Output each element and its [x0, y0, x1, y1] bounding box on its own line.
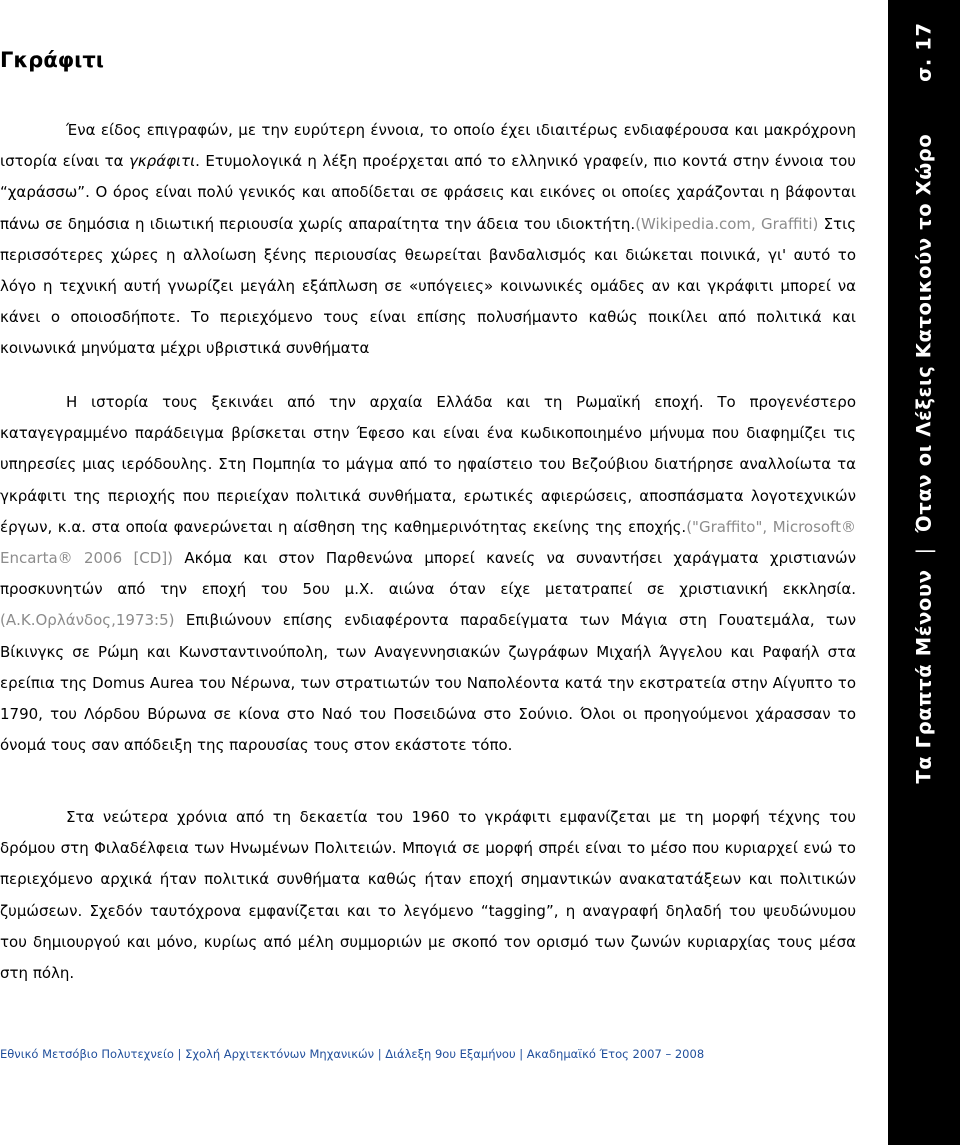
citation-orlandos: (Α.Κ.Ορλάνδος,1973:5)	[0, 611, 175, 630]
paragraph-intro	[0, 115, 856, 365]
paragraph-text: . Ετυμολογικά η λέξη προέρχεται από το ελληνικό γραφείν, πιο κοντά στην έννοια του “χαράσσω”. Ο όρος είναι πολύ γενικός και αποδίδεται σε φράσεις και εικόνες οι οποίες χαράζονται η βάφονται πάνω σε δημόσια η ιδιωτική περιουσία χωρίς απαραίτητα την άδεια του ιδιοκτήτη.	[0, 152, 856, 233]
sidebar-subtitle: Όταν οι Λέξεις Κατοικούν το Χώρο	[912, 133, 936, 533]
paragraph-modern	[0, 802, 856, 989]
sidebar-title: Τα Γραπτά Μένουν	[912, 569, 936, 784]
italic-term: γκράφιτι	[128, 152, 196, 171]
citation-wikipedia: (Wikipedia.com, Graffiti)	[635, 214, 819, 233]
page-footer: Εθνικό Μετσόβιο Πολυτεχνείο | Σχολή Αρχιτεκτόνων Μηχανικών | Διάλεξη 9ου Εξαμήνου | Ακαδημαϊκό Έτος 2007 – 2008	[0, 1047, 705, 1061]
citation-encarta: ("Graffito", Microsoft® Encarta® 2006 [CD])	[0, 517, 856, 568]
sidebar-heading	[913, 22, 936, 783]
sidebar-separator: |	[912, 547, 936, 555]
paragraph-text: Στις περισσότερες χώρες η αλλοίωση ξένης περιουσίας θεωρείται βανδαλισμός και διώκεται ποινικά, γι' αυτό το λόγο η τεχνική αυτή γνωρίζει μεγάλη εξάπλωση σε «υπόγειες» κοινωνικές ομάδες αν και γκράφιτι μπορεί να κάνει ο οποιοσδήποτε. Το περιεχόμενο τους είναι επίσης πολυσήμαντο καθώς ποικίλει από πολιτικά και κοινωνικά μηνύματα μέχρι υβριστικά συνθήματα	[0, 214, 856, 358]
paragraph-text: Ένα είδος επιγραφών, με την ευρύτερη έννοια, το οποίο έχει ιδιαιτέρως ενδιαφέρουσα και μακρόχρονη ιστορία είναι τα	[0, 121, 856, 171]
page-number: σ. 17	[912, 22, 936, 82]
paragraph-text: Στα νεώτερα χρόνια από τη δεκαετία του 1960 το γκράφιτι εμφανίζεται με τη μορφή τέχνης του δρόμου στη Φιλαδέλφεια των Ηνωμένων Πολιτειών. Μπογιά σε μορφή σπρέι είναι το μέσο που κυριαρχεί ενώ το περιεχόμενο αρχικά ήταν πολιτικά συνθήματα καθώς ήταν εποχή σημαντικών ανακατατάξεων και πολιτικών ζυμώσεων. Σχεδόν ταυτόχρονα εμφανίζεται και το λεγόμενο “tagging”, η αναγραφή δηλαδή του ψευδώνυμου του δημιουργού και μόνο, κυρίως από μέλη συμμοριών με σκοπό τον ορισμό των ζωνών κυριαρχίας τους μέσα στη πόλη.	[0, 808, 856, 983]
paragraph-text: Ακόμα και στον Παρθενώνα μπορεί κανείς να συναντήσει χαράγματα χριστιανών προσκυνητών από την εποχή του 5ου μ.Χ. αιώνα όταν είχε μετατραπεί σε χριστιανική εκκλησία.	[0, 549, 856, 599]
paragraph-text: Η ιστορία τους ξεκινάει από την αρχαία Ελλάδα και τη Ρωμαϊκή εποχή. Το προγενέστερο καταγεγραμμένο παράδειγμα βρίσκεται στην Έφεσο και είναι ένα κωδικοποιημένο μήνυμα που διαφημίζει τις υπηρεσίες μιας ιερόδουλης. Στη Πομπηία το μάγμα από το ηφαίστειο του Βεζούβιου διατήρησε αναλλοίωτα τα γκράφιτι της περιοχής που περιείχαν πολιτικά συνθήματα, ερωτικές αφιερώσεις, αποσπάσματα λογοτεχνικών έργων, κ.α. στα οποία φανερώνεται η αίσθηση της καθημερινότητας εκείνης της εποχής.	[0, 393, 856, 536]
paragraph-history	[0, 387, 856, 761]
sidebar-band	[888, 0, 960, 1145]
page-title: Γκράφιτι	[0, 48, 104, 72]
paragraph-text: Επιβιώνουν επίσης ενδιαφέροντα παραδείγματα των Μάγια στη Γουατεμάλα, των Βίκινγκς σε Ρώμη και Κωνσταντινούπολη, των Αναγεννησιακών ζωγράφων Μιχαήλ Άγγελου και Ραφαήλ στα ερείπια της Domus Aurea του Νέρωνα, των στρατιωτών του Ναπολέοντα κατά την εκστρατεία στην Αίγυπτο το 1790, του Λόρδου Βύρωνα σε κίονα στο Ναό του Ποσειδώνα στο Σούνιο. Όλοι οι προηγούμενοι χάρασσαν το όνομά τους σαν απόδειξη της παρουσίας τους στον εκάστοτε τόπο.	[0, 611, 856, 755]
